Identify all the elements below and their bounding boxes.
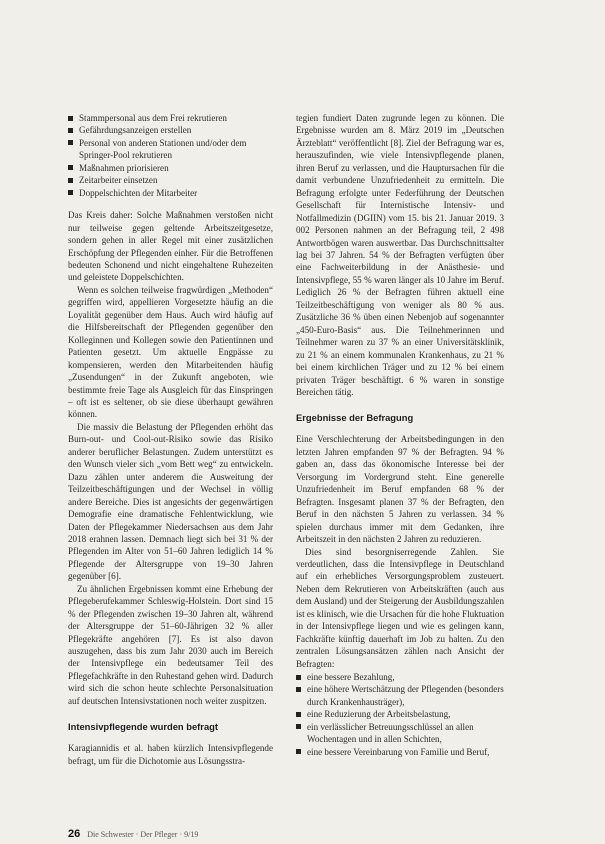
list-item: eine bessere Bezahlung, bbox=[296, 671, 504, 683]
page-footer bbox=[68, 829, 198, 840]
solutions-list bbox=[296, 671, 504, 758]
list-item: Maßnahmen priorisieren bbox=[68, 162, 273, 174]
right-column bbox=[296, 112, 504, 768]
section-heading: Intensivpflegende wurden befragt bbox=[68, 721, 219, 733]
body-paragraph: Zu ähnlichen Ergebnissen kommt eine Erhebung der Pflegeberufekammer Schleswig-Holstein. Dort sind 15 % der Pflegenden zwischen 19–30 Jahren alt, während der Altersgruppe der 51–60-Jährigen 32 % aller Pflegekräfte angehören [7]. Es ist also davon auszugehen, dass bis zum Jahr 2030 auch im Bereich der Intensivpflege ein bedeutsamer Teil des Pflegefachkräfte in den Ruhestand gehen wird. Dadurch wird sich die schon heute schlechte Personalsituation auf deutschen Intensivstationen noch weiter zuspitzen. bbox=[68, 583, 273, 706]
left-column bbox=[68, 112, 273, 767]
measures-list bbox=[68, 112, 273, 199]
body-paragraph: tegien fundiert Daten zugrunde legen zu können. Die Ergebnisse wurden am 8. März 2019 im „Deutschen Ärzteblatt“ veröffentlicht [8]. Ziel der Befragung war es, herauszufinden, wie viele Intensivpflegende planen, ihren Beruf zu verlassen, und die Hauptursachen für die damit verbundene Unzufriedenheit zu ermitteln. Die Befragung erfolgte unter Federführung der Deutschen Gesellschaft für Internistische Intensiv- und Notfallmedizin (DGIIN) vom 15. bis 21. Januar 2019. 3 002 Personen nahmen an der Befragung teil, 2 498 Antwortbögen waren auswertbar. Das Durchschnittsalter lag bei 37 Jahren. 54 % der Befragten verfügten über eine Fachweiterbildung in der Anästhesie- und Intensivpflege, 55 % waren länger als 10 Jahre im Beruf. Lediglich 26 % der Befragten führen aktuell eine Teilzeitbeschäftigung von weniger als 80 % aus. Zusätzliche 36 % üben einen Nebenjob auf sogenannter „450-Euro-Basis“ aus. Die Teilnehmerinnen und Teilnehmer waren zu 37 % an einer Universitätsklinik, zu 21 % an einem kommunalen Krankenhaus, zu 21 % bei einem kirchlichen Träger und zu 12 % bei einem privaten Träger beschäftigt. 6 % waren in sonstige Bereichen tätig. bbox=[296, 113, 504, 397]
list-item: Doppelschichten der Mitarbeiter bbox=[68, 187, 273, 199]
body-paragraph: Wenn es solchen teilweise fragwürdigen „Methoden“ gegriffen wird, appellieren Vorgesetzte häufig an die Loyalität gegenüber dem Haus. Auch wird häufig auf die Hilfsbereitschaft der Pflegenden gegenüber den Kolleginnen und Kollegen sowie den Patientinnen und Patienten gesetzt. Um aktuelle Engpässe zu kompensieren, werden den Mitarbeitenden häufig „Zusendungen“ in der Zukunft angeboten, wie bestimmte freie Tage als Ausgleich für das Einspringen – oft ist es seltener, ob sie diese überhaupt gewähren können. bbox=[68, 284, 273, 420]
list-item: Gefährdungsanzeigen erstellen bbox=[68, 124, 273, 136]
body-paragraph: Karagiannidis et al. haben kürzlich Intensivpflegende befragt, um für die Dichotomie aus Lösungsstra- bbox=[68, 743, 273, 766]
journal-name: Die Schwester · Der Pfleger · 9/19 bbox=[87, 830, 199, 839]
body-paragraph: Die massiv die Belastung der Pflegenden erhöht das Burn-out- und Cool-out-Risiko sowie das Risiko anderer beruflicher Belastungen. Zudem unterstützt es den Wunsch vieler sich „vom Bett weg“ zu entwickeln. Dazu zählen unter anderem die Ausweitung der Teilzeitbeschäftigungen und der Wechsel in völlig andere Bereiche. Dies ist angesichts der gegenwärtigen Demografie eine dramatische Fehlentwicklung, wie Daten der Pflegekammer Niedersachsen aus dem Jahr 2018 erahnen lassen. Demnach liegt sich bei 31 % der Pflegenden im Alter von 51–60 Jahren lediglich 14 % Pflegende der Altersgruppe von 19–30 Jahren gegenüber [6]. bbox=[68, 421, 273, 582]
section-heading: Ergebnisse der Befragung bbox=[296, 412, 414, 424]
body-paragraph: Dies sind besorgniserregende Zahlen. Sie verdeutlichen, dass die Intensivpflege in Deutschland auf ein erhebliches Versorgungsproblem zusteuert. Neben dem Rekrutieren von Arbeitskräften (auch aus dem Ausland) und der Steigerung der Ausbildungszahlen ist es klinisch, wie die Ursachen für die hohe Fluktuation in der Intensivpflege liegen und wie es gelingen kann, Fachkräfte künftig dauerhaft im Job zu halten. Zu den zentralen Lösungsansätzen zählen nach Ansicht der Befragten: bbox=[296, 546, 504, 669]
list-item: eine Reduzierung der Arbeitsbelastung, bbox=[296, 708, 504, 720]
list-item: eine bessere Vereinbarung von Familie und Beruf, bbox=[296, 746, 504, 758]
list-item: Personal von anderen Stationen und/oder dem Springer-Pool rekrutieren bbox=[68, 137, 273, 162]
list-item: ein verlässlicher Betreuungsschlüssel an allen Wochentagen und in allen Schichten, bbox=[296, 721, 504, 746]
list-item: Zeitarbeiter einsetzen bbox=[68, 174, 273, 186]
list-item: eine höhere Wertschätzung der Pflegenden (besonders durch Krankenhausträger), bbox=[296, 683, 504, 708]
page-number: 26 bbox=[68, 828, 81, 840]
body-paragraph: Eine Verschlechterung der Arbeitsbedingungen in den letzten Jahren empfanden 97 % der Befragten. 94 % gaben an, dass das ökonomische Interesse bei der Versorgung im Vordergrund steht. Eine generelle Unzufriedenheit im Beruf empfanden 68 % der Befragten. Insgesamt planen 37 % der Befragten, den Beruf in den nächsten 5 Jahren zu verlassen. 34 % spielen durchaus immer mit dem Gedanken, ihre Arbeitszeit in den nächsten 2 Jahren zu reduzieren. bbox=[296, 434, 504, 545]
list-item: Stammpersonal aus dem Frei rekrutieren bbox=[68, 112, 273, 124]
body-paragraph: Das Kreis daher: Solche Maßnahmen verstoßen nicht nur teilweise gegen geltende Arbeitszeitgesetze, sondern gehen in aller Regel mit einer zusätzlichen Erschöpfung der Pflegenden einher. Für die Betroffenen bedeuten Schonend und nicht eingehaltene Ruhezeiten und geleistete Doppelschichten. bbox=[68, 210, 273, 283]
